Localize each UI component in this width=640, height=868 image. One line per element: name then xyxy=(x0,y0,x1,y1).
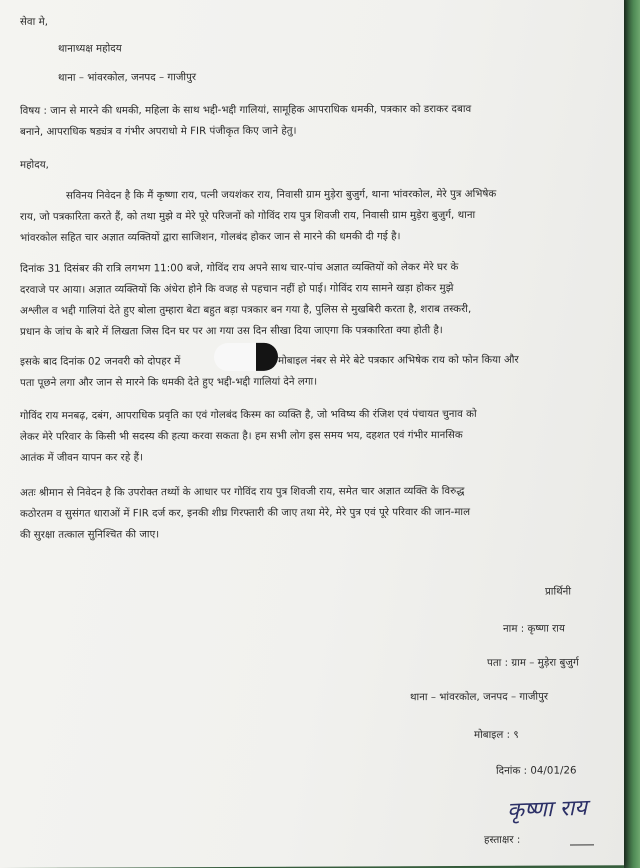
para-3-line-1b: मोबाइल नंबर से मेरे बेटे पत्रकार अभिषेक राय को फोन किया और xyxy=(278,354,519,367)
para-5-line-3: की सुरक्षा तत्काल सुनिश्चित की जाए। xyxy=(20,529,160,541)
para-4-line-3: आतंक में जीवन यापन कर रहे हैं। xyxy=(20,452,144,464)
para-2-line-4: प्रधान के जांच के बारे में लिखता जिस दिन घर पर आ गया उस दिन सीखा दिया जाएगा कि पत्रकारिता क्या होती है। xyxy=(20,325,443,338)
para-1-line-2: राय, जो पत्रकारिता करते हैं, को तथा मुझे व मेरे पूरे परिजनों को गोविंद राय पुत्र शिवजी राय, निवासी ग्राम मुड़ेरा बुजुर्ग, थाना xyxy=(20,209,476,223)
salutation: महोदय, xyxy=(20,159,49,171)
addressee: थानाध्यक्ष महोदय xyxy=(58,43,122,55)
applicant-station: थाना – भांवरकोल, जनपद – गाजीपुर xyxy=(410,691,549,704)
signature-blank xyxy=(570,844,594,845)
redaction-mark xyxy=(214,343,270,371)
letter-date: दिनांक : 04/01/26 xyxy=(496,765,577,777)
applicant-name: नाम : कृष्णा राय xyxy=(503,623,565,635)
para-4-line-2: लेकर मेरे परिवार के किसी भी सदस्य की हत्या करवा सकता है। हम सभी लोग इस समय भय, दहशत एवं गंभीर मानसिक xyxy=(20,429,463,443)
para-4-line-1: गोविंद राय मनबढ़, दबंग, आपराधिक प्रवृति का एवं गोलबंद किस्म का व्यक्ति है, जो भविष्य की रंजिश एवं पंचायत चुनाव को xyxy=(20,408,477,422)
applicant-mobile: मोबाइल : ९ xyxy=(474,729,519,741)
subject-line-2: बनाने, आपराधिक षड्यंत्र व गंभीर अपराधो मे FIR पंजीकृत किए जाने हेतु। xyxy=(20,125,297,138)
para-2-line-3: अश्लील व भद्दी गालियां देते हुए बोला तुम्हारा बेटा बहुत बड़ा पत्रकार बन गया है, पुलिस से मुखबिरी करता है, शराब तस्करी, xyxy=(20,303,472,317)
para-5-line-2: कठोरतम व सुसंगत धाराओं में FIR दर्ज कर, इनकी शीघ्र गिरफ्तारी की जाए तथा मेरे, मेरे पुत्र एवं पूरे परिवार की जान-माल xyxy=(20,506,471,520)
para-5-line-1: अतः श्रीमान से निवेदन है कि उपरोक्त तथ्यों के आधार पर गोविंद राय पुत्र शिवजी राय, समेत चार अज्ञात व्यक्ति के विरुद्ध xyxy=(20,485,465,499)
signature-label: हस्ताक्षर : xyxy=(484,834,521,846)
para-2-line-2: दरवाजे पर आया। अज्ञात व्यक्तियों कि अंधेरा होने कि वजह से पहचान नहीं हो पाई। गोविंद राय सामने खड़ा होकर मुझे xyxy=(20,283,454,296)
para-3-line-1a: इसके बाद दिनांक 02 जनवरी को दोपहर में xyxy=(20,356,181,368)
para-3-line-2: पता पूछने लगा और जान से मारने कि धमकी देते हुए भद्दी-भद्दी गालियां देने लगा। xyxy=(20,376,318,389)
svg-text:कृष्णा राय: कृष्णा राय xyxy=(506,795,588,824)
subject-line-1: विषय : जान से मारने की धमकी, महिला के साथ भद्दी-भद्दी गालियां, सामूहिक आपराधिक धमकी, पत्रकार को डराकर दबाव xyxy=(20,103,472,117)
station-line: थाना – भांवरकोल, जनपद – गाजीपुर xyxy=(58,72,197,84)
para-2-line-1: दिनांक 31 दिसंबर की रात्रि लगभग 11:00 बजे, गोविंद राय अपने साथ चार-पांच अज्ञात व्यक्तियों को लेकर मेरे घर के xyxy=(20,261,459,275)
para-1-line-1: सविनय निवेदन है कि मैं कृष्णा राय, पत्नी जयशंकर राय, निवासी ग्राम मुड़ेरा बुजुर्ग, थाना भांवरकोल, मेरे पुत्र अभिषेक xyxy=(66,188,497,202)
background-edge xyxy=(624,0,640,868)
to-line: सेवा मे, xyxy=(20,16,49,28)
para-1-line-3: भांवरकोल सहित चार अज्ञात व्यक्तियों द्वारा साजिशन, गोलबंद होकर जान से मारने की धमकी दी गई है। xyxy=(20,231,401,244)
applicant-address: पता : ग्राम – मुड़ेरा बुजुर्ग xyxy=(487,657,579,669)
applicant-label: प्रार्थिनी xyxy=(545,586,572,598)
handwritten-signature xyxy=(505,787,633,828)
